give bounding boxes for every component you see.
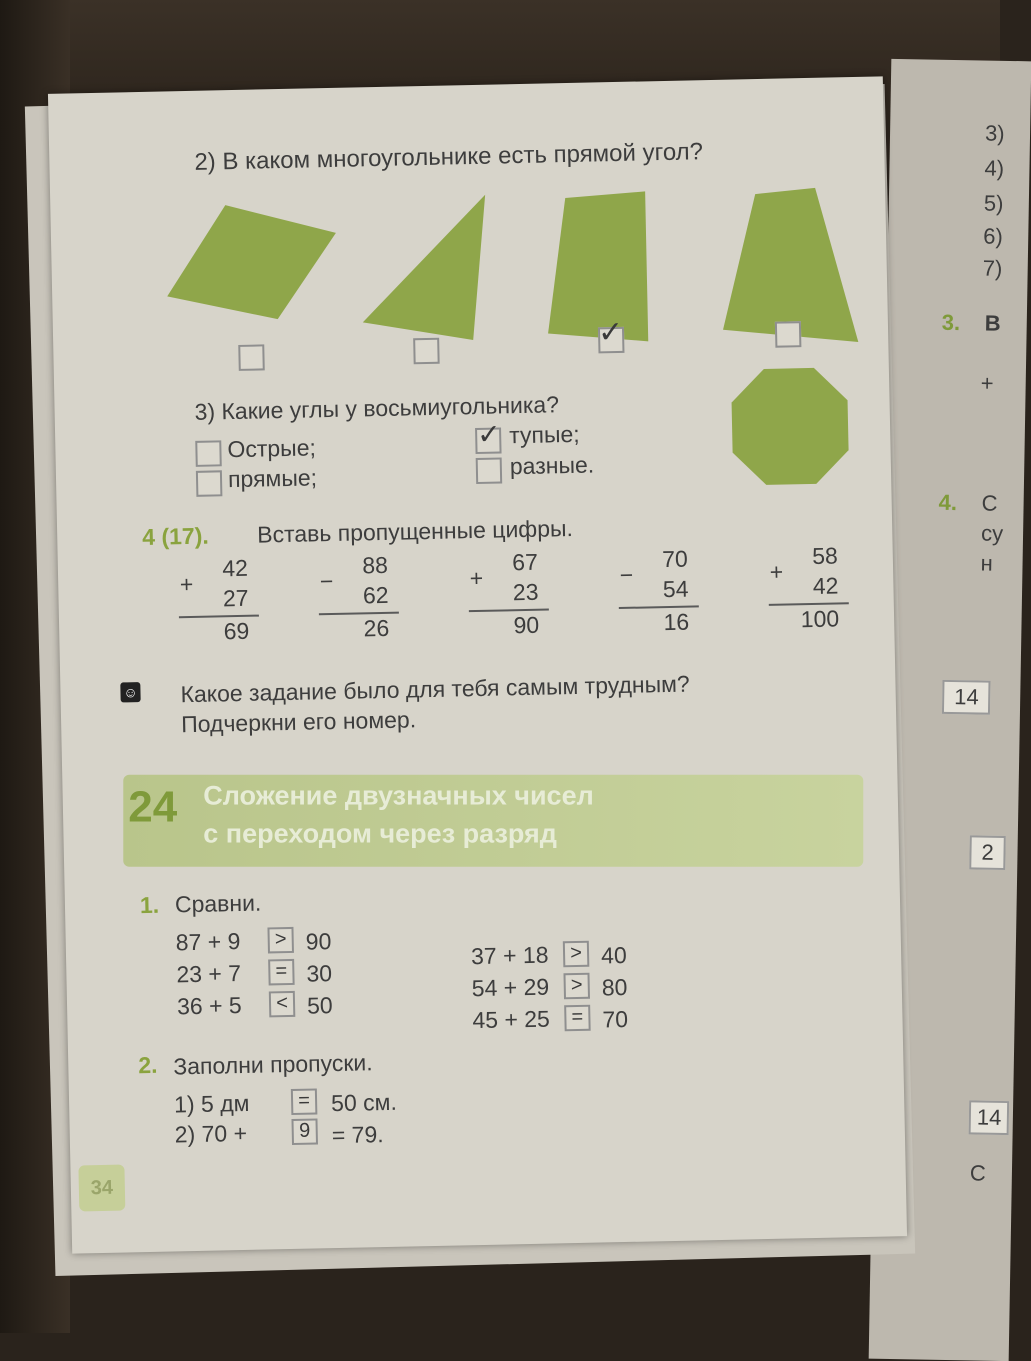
ex1-number: 1. bbox=[139, 891, 160, 919]
checkbox[interactable] bbox=[775, 321, 802, 348]
ex2-line1-start: 1) 5 дм bbox=[173, 1089, 250, 1118]
reflection-icon: ☺ bbox=[120, 682, 140, 702]
side-box: 14 bbox=[969, 1100, 1010, 1135]
result: 16 bbox=[663, 608, 690, 636]
expression: 23 + 7 bbox=[176, 960, 242, 988]
result: 100 bbox=[800, 605, 840, 633]
addend-bottom: 54 bbox=[662, 575, 689, 603]
reflection-line1: Какое задание было для тебя самым трудным? bbox=[180, 670, 690, 708]
comparison-value: 40 bbox=[600, 941, 627, 969]
side-item: 3) bbox=[984, 120, 1005, 146]
side-item: 7) bbox=[982, 255, 1003, 281]
lesson-banner bbox=[123, 775, 863, 867]
side-item: 4) bbox=[984, 155, 1005, 181]
checkbox[interactable] bbox=[413, 338, 440, 365]
comparison-box[interactable]: > bbox=[563, 941, 590, 968]
triangle-shape bbox=[360, 195, 488, 343]
addend-bottom: 27 bbox=[222, 584, 249, 612]
checkbox-checked[interactable] bbox=[597, 314, 625, 354]
comparison-box[interactable]: > bbox=[267, 927, 294, 954]
lesson-title-line2: с переходом через разряд bbox=[203, 818, 557, 849]
workbook-page bbox=[48, 76, 907, 1253]
right-trapezoid-shape bbox=[545, 191, 648, 343]
option-label: тупые; bbox=[508, 420, 580, 449]
task4-title: Вставь пропущенные цифры. bbox=[256, 514, 574, 548]
q3-title: 3) Какие углы у восьмиугольника? bbox=[194, 391, 560, 425]
comparison-box[interactable]: = bbox=[268, 959, 295, 986]
comparison-value: 30 bbox=[306, 960, 333, 987]
result: 26 bbox=[363, 614, 390, 642]
checkbox[interactable] bbox=[476, 457, 503, 484]
side-box: 2 bbox=[969, 835, 1006, 870]
comparison-box[interactable]: < bbox=[269, 991, 296, 1018]
reflection-line2: Подчеркни его номер. bbox=[180, 706, 417, 738]
side-item: 5) bbox=[983, 190, 1004, 216]
expression: 87 + 9 bbox=[175, 928, 241, 956]
side-item: 6) bbox=[983, 223, 1004, 249]
checkbox-checked[interactable] bbox=[475, 417, 502, 454]
addend-bottom: 23 bbox=[512, 578, 539, 606]
side-box: 14 bbox=[942, 680, 991, 715]
operation-sign: − bbox=[619, 561, 634, 588]
side-plus: + bbox=[980, 370, 994, 396]
ex2-line2-end: = 79. bbox=[331, 1121, 384, 1149]
option-label: разные. bbox=[509, 451, 595, 480]
check-mark-icon: ✓ bbox=[476, 417, 501, 451]
addend-top: 42 bbox=[222, 554, 249, 582]
lesson-number: 24 bbox=[128, 782, 178, 832]
option-label: Острые; bbox=[227, 434, 317, 463]
comparison-value: 70 bbox=[602, 1005, 629, 1033]
answer-box[interactable]: 9 bbox=[291, 1118, 318, 1145]
addend-top: 67 bbox=[511, 548, 539, 576]
side-ex3-text: В bbox=[984, 310, 1001, 336]
addend-top: 70 bbox=[661, 545, 689, 573]
q2-title: 2) В каком многоугольнике есть прямой угол? bbox=[194, 138, 704, 176]
side-ex4-text: су bbox=[980, 520, 1004, 546]
expression: 37 + 18 bbox=[470, 941, 549, 970]
octagon-shape bbox=[729, 367, 851, 489]
side-ex3: 3. bbox=[941, 309, 961, 336]
comparison-value: 80 bbox=[601, 973, 628, 1001]
operation-sign: + bbox=[469, 564, 484, 592]
option-label: прямые; bbox=[227, 464, 318, 493]
result: 69 bbox=[223, 617, 250, 645]
ex2-title: Заполни пропуски. bbox=[173, 1049, 373, 1080]
side-ex4-text: С bbox=[981, 490, 998, 516]
checkbox[interactable] bbox=[196, 470, 223, 497]
comparison-box[interactable]: > bbox=[563, 973, 590, 1000]
expression: 36 + 5 bbox=[176, 992, 242, 1020]
addend-top: 88 bbox=[362, 551, 389, 579]
task4-number: 4 (17). bbox=[141, 522, 209, 550]
comparison-value: 50 bbox=[306, 992, 333, 1019]
operation-sign: + bbox=[769, 558, 784, 585]
operation-sign: − bbox=[319, 568, 334, 595]
parallelogram-shape bbox=[165, 203, 337, 322]
addend-top: 58 bbox=[811, 542, 839, 569]
expression: 54 + 29 bbox=[471, 973, 550, 1002]
ex1-title: Сравни. bbox=[174, 889, 262, 918]
ex2-line2-start: 2) 70 + bbox=[174, 1119, 248, 1148]
addend-bottom: 62 bbox=[362, 581, 389, 609]
side-bottom: С bbox=[969, 1160, 987, 1186]
page-number: 34 bbox=[78, 1165, 125, 1212]
answer-box[interactable]: = bbox=[291, 1088, 318, 1115]
operation-sign: + bbox=[179, 570, 194, 598]
comparison-value: 90 bbox=[305, 928, 332, 955]
comparison-box[interactable]: = bbox=[564, 1005, 591, 1032]
result: 90 bbox=[513, 611, 540, 639]
side-ex4-text: н bbox=[980, 550, 993, 576]
expression: 45 + 25 bbox=[472, 1005, 551, 1034]
addend-bottom: 42 bbox=[812, 572, 839, 599]
checkbox[interactable] bbox=[195, 440, 222, 467]
check-mark-icon: ✓ bbox=[597, 314, 624, 351]
checkbox[interactable] bbox=[238, 344, 265, 371]
ex2-number: 2. bbox=[138, 1051, 158, 1079]
side-ex4: 4. bbox=[938, 489, 958, 516]
lesson-title-line1: Сложение двузначных чисел bbox=[203, 780, 594, 811]
ex2-line1-end: 50 см. bbox=[330, 1088, 398, 1117]
